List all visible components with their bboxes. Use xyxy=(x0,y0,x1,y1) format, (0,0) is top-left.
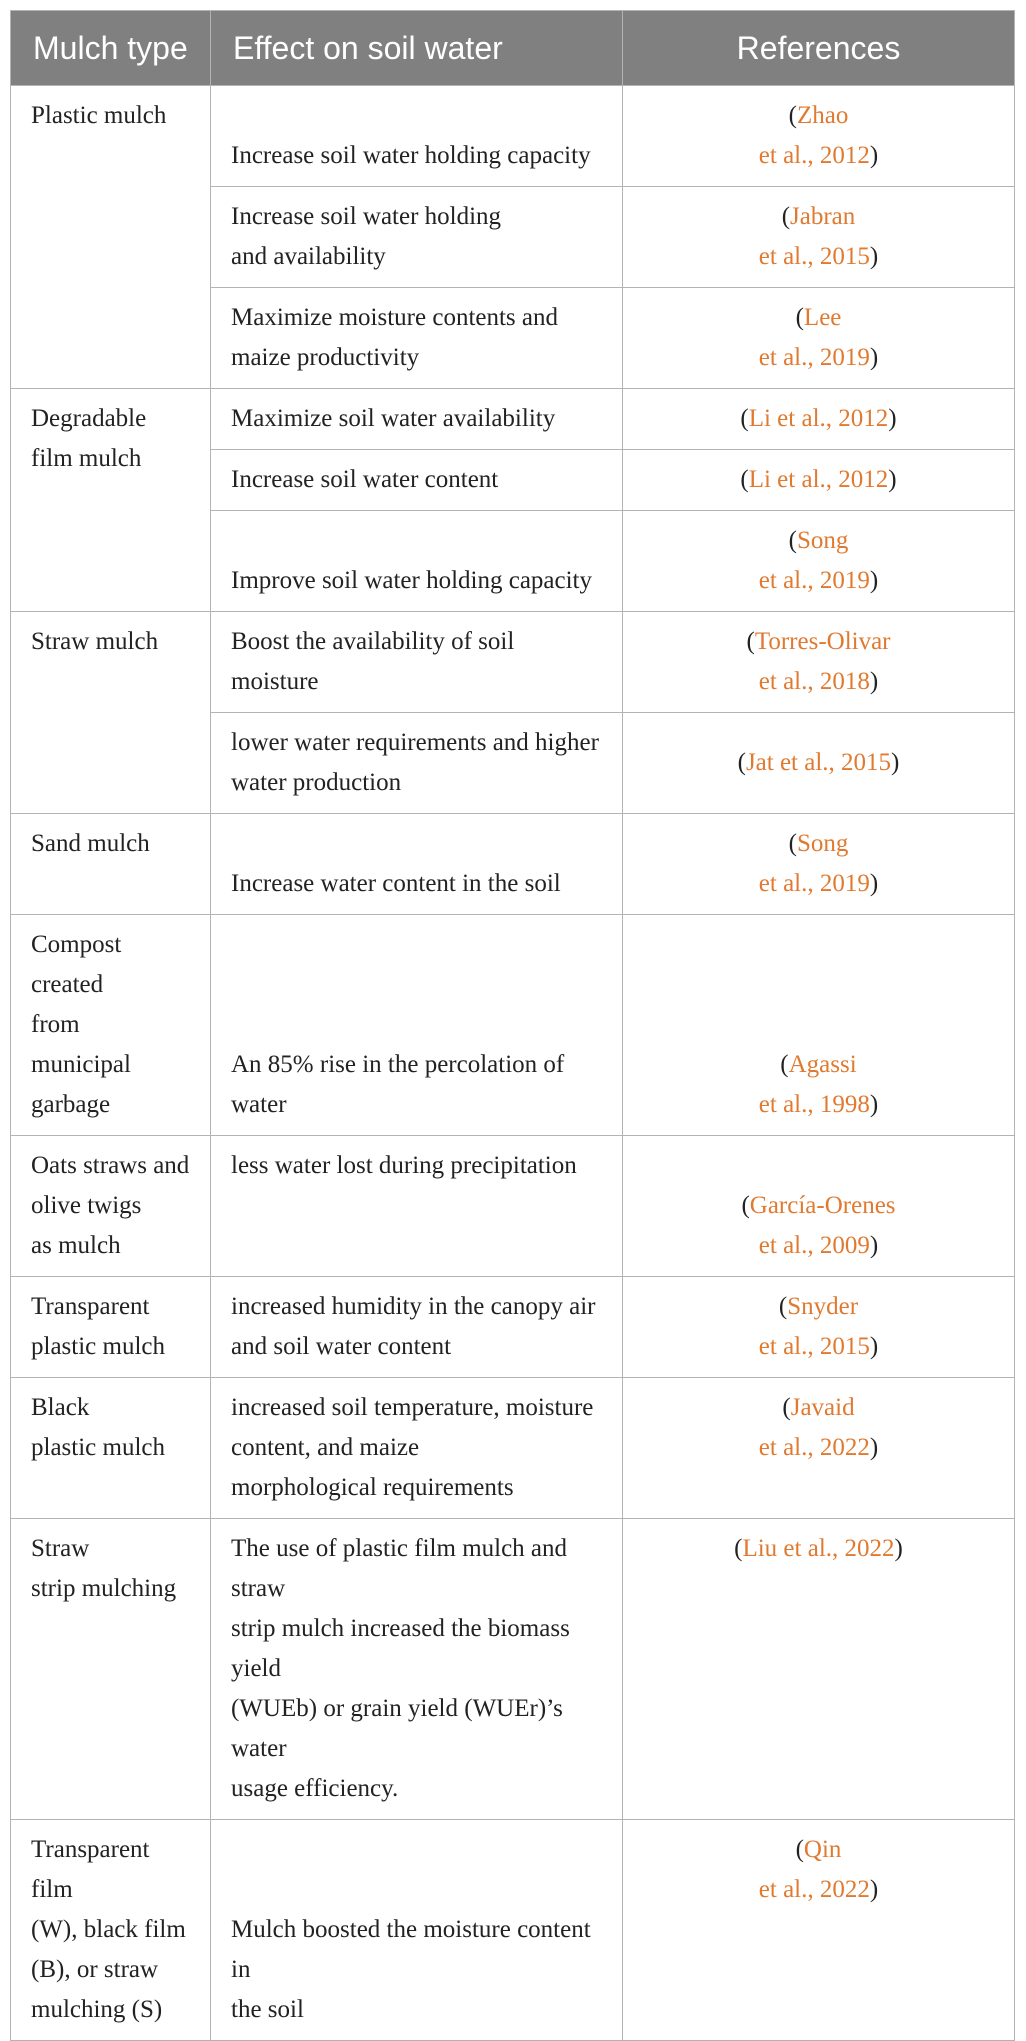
text-line: The use of plastic film mulch and straw xyxy=(231,1535,568,1602)
citation-link[interactable]: Zhao xyxy=(796,102,849,129)
reference-line xyxy=(629,1327,1008,1367)
text-line: increased humidity in the canopy air xyxy=(231,1293,596,1320)
reference-cell xyxy=(623,713,1015,814)
open-paren: ( xyxy=(740,466,749,493)
text-line: municipal xyxy=(31,1051,131,1078)
citation-link[interactable]: Snyder xyxy=(787,1293,859,1320)
text-line: (B), or straw xyxy=(31,1956,159,1983)
text-line: and soil water content xyxy=(231,1333,452,1360)
table-row xyxy=(11,1519,1015,1820)
open-paren: ( xyxy=(795,304,804,331)
open-paren: ( xyxy=(778,1293,788,1320)
mulch-type-cell xyxy=(11,1820,211,2041)
close-paren: ) xyxy=(888,466,897,493)
open-paren: ( xyxy=(780,1051,789,1078)
effect-cell xyxy=(211,187,623,288)
reference-line xyxy=(629,1085,1008,1125)
text-line: Mulch boosted the moisture content in xyxy=(231,1916,591,1983)
text-line: Increase soil water holding xyxy=(231,203,502,230)
header-row xyxy=(11,11,1015,86)
text-line: Plastic mulch xyxy=(31,102,167,129)
citation-link[interactable]: Liu et al., 2022 xyxy=(742,1535,895,1562)
citation-link[interactable]: Agassi xyxy=(788,1051,857,1078)
reference-cell xyxy=(623,1519,1015,1820)
reference-line xyxy=(629,521,1008,561)
reference-line xyxy=(629,136,1008,176)
text-line: film mulch xyxy=(31,445,142,472)
table-row xyxy=(11,814,1015,915)
effect-cell xyxy=(211,1378,623,1519)
reference-cell xyxy=(623,915,1015,1136)
close-paren: ) xyxy=(888,405,897,432)
citation-link[interactable]: et al., 2015 xyxy=(758,1333,870,1360)
open-paren: ( xyxy=(788,830,797,857)
effect-cell xyxy=(211,511,623,612)
citation-link[interactable]: Javaid xyxy=(790,1394,855,1421)
text-line: Increase soil water holding capacity xyxy=(231,142,591,169)
citation-link[interactable]: Li et al., 2012 xyxy=(748,466,889,493)
open-paren: ( xyxy=(788,527,797,554)
text-line: olive twigs xyxy=(31,1192,142,1219)
effect-cell xyxy=(211,713,623,814)
text-line: plastic mulch xyxy=(31,1434,165,1461)
reference-cell xyxy=(623,86,1015,187)
text-line: Compost created xyxy=(31,931,122,998)
citation-link[interactable]: et al., 2018 xyxy=(758,668,870,695)
mulch-type-cell xyxy=(11,814,211,915)
table-row xyxy=(11,1378,1015,1519)
reference-line xyxy=(629,662,1008,702)
text-line: the soil xyxy=(231,1996,304,2023)
reference-line xyxy=(629,743,1008,783)
citation-link[interactable]: García-Orenes xyxy=(749,1192,896,1219)
text-line: plastic mulch xyxy=(31,1333,165,1360)
citation-link[interactable]: Li et al., 2012 xyxy=(748,405,889,432)
reference-cell xyxy=(623,612,1015,713)
citation-link[interactable]: et al., 2019 xyxy=(758,567,870,594)
table-row xyxy=(11,1277,1015,1378)
citation-link[interactable]: et al., 2012 xyxy=(758,142,870,169)
text-line: Increase soil water content xyxy=(231,466,499,493)
text-line: Boost the availability of soil moisture xyxy=(231,628,515,695)
citation-link[interactable]: Lee xyxy=(803,304,842,331)
text-line: An 85% rise in the percolation of water xyxy=(231,1051,565,1118)
citation-link[interactable]: Jat et al., 2015 xyxy=(745,749,892,776)
reference-cell xyxy=(623,288,1015,389)
table-row xyxy=(11,612,1015,713)
open-paren: ( xyxy=(746,628,755,655)
close-paren: ) xyxy=(869,1091,879,1118)
mulch-type-cell xyxy=(11,86,211,389)
reference-cell xyxy=(623,187,1015,288)
reference-line xyxy=(629,1388,1008,1428)
effect-cell xyxy=(211,814,623,915)
reference-line xyxy=(629,1287,1008,1327)
text-line: Oats straws and xyxy=(31,1152,190,1179)
reference-cell xyxy=(623,450,1015,511)
text-line: Transparent xyxy=(31,1293,150,1320)
text-line: Degradable xyxy=(31,405,147,432)
open-paren: ( xyxy=(795,1836,804,1863)
close-paren: ) xyxy=(869,142,879,169)
text-line: content, and maize xyxy=(231,1434,420,1461)
citation-link[interactable]: Jabran xyxy=(790,203,856,230)
text-line: increased soil temperature, moisture xyxy=(231,1394,594,1421)
citation-link[interactable]: et al., 2009 xyxy=(758,1232,870,1259)
reference-line xyxy=(629,96,1008,136)
effect-cell xyxy=(211,288,623,389)
effect-cell xyxy=(211,1820,623,2041)
mulch-type-cell xyxy=(11,389,211,612)
text-line: Transparent film xyxy=(31,1836,150,1903)
effect-cell xyxy=(211,1136,623,1277)
close-paren: ) xyxy=(869,1434,879,1461)
table-row xyxy=(11,86,1015,187)
close-paren: ) xyxy=(869,1876,879,1903)
mulch-type-cell xyxy=(11,612,211,814)
reference-line xyxy=(629,1045,1008,1085)
close-paren: ) xyxy=(894,1535,903,1562)
reference-line xyxy=(629,1186,1008,1226)
reference-cell xyxy=(623,1378,1015,1519)
text-line: morphological requirements xyxy=(231,1474,514,1501)
citation-link[interactable]: et al., 2019 xyxy=(758,344,870,371)
mulch-type-cell xyxy=(11,1519,211,1820)
close-paren: ) xyxy=(869,567,879,594)
close-paren: ) xyxy=(869,243,879,270)
reference-line xyxy=(629,298,1008,338)
effect-cell xyxy=(211,915,623,1136)
reference-cell xyxy=(623,1277,1015,1378)
text-line: Maximize moisture contents and xyxy=(231,304,559,331)
citation-link[interactable]: Torres-Olivar xyxy=(754,628,891,655)
reference-cell xyxy=(623,389,1015,450)
close-paren: ) xyxy=(869,1333,879,1360)
text-line: (WUEb) or grain yield (WUEr)’s water xyxy=(231,1695,563,1762)
reference-line xyxy=(629,561,1008,601)
citation-link[interactable]: et al., 2019 xyxy=(758,870,870,897)
citation-link[interactable]: Qin xyxy=(803,1836,842,1863)
mulch-type-cell xyxy=(11,1136,211,1277)
effect-cell xyxy=(211,1277,623,1378)
mulch-type-cell xyxy=(11,1277,211,1378)
open-paren: ( xyxy=(737,749,746,776)
reference-line xyxy=(629,338,1008,378)
table-row xyxy=(11,1136,1015,1277)
text-line: Straw mulch xyxy=(31,628,159,655)
open-paren: ( xyxy=(788,102,797,129)
header-references: References xyxy=(623,11,1015,86)
text-line: strip mulching xyxy=(31,1575,177,1602)
text-line: lower water requirements and higher xyxy=(231,729,599,756)
text-line: Improve soil water holding capacity xyxy=(231,567,592,594)
reference-line xyxy=(629,864,1008,904)
reference-line xyxy=(629,1529,1008,1569)
close-paren: ) xyxy=(869,870,879,897)
reference-line xyxy=(629,460,1008,500)
reference-cell xyxy=(623,511,1015,612)
header-effect: Effect on soil water xyxy=(211,11,623,86)
close-paren: ) xyxy=(891,749,900,776)
reference-line xyxy=(629,824,1008,864)
text-line: garbage xyxy=(31,1091,111,1118)
citation-link[interactable]: et al., 2022 xyxy=(758,1434,870,1461)
citation-link[interactable]: Song xyxy=(796,830,849,857)
table-body xyxy=(11,86,1015,2041)
text-line: and availability xyxy=(231,243,386,270)
effect-cell xyxy=(211,612,623,713)
open-paren: ( xyxy=(781,203,791,230)
reference-cell xyxy=(623,1136,1015,1277)
text-line: strip mulch increased the biomass yield xyxy=(231,1615,570,1682)
close-paren: ) xyxy=(869,344,879,371)
open-paren: ( xyxy=(734,1535,743,1562)
open-paren: ( xyxy=(740,405,749,432)
effect-cell xyxy=(211,450,623,511)
close-paren: ) xyxy=(869,1232,879,1259)
mulch-effects-table xyxy=(10,10,1015,2041)
text-line: from xyxy=(31,1011,80,1038)
text-line: Increase water content in the soil xyxy=(231,870,561,897)
text-line: water production xyxy=(231,769,402,796)
effect-cell xyxy=(211,1519,623,1820)
text-line: usage efficiency. xyxy=(231,1775,399,1802)
open-paren: ( xyxy=(782,1394,791,1421)
close-paren: ) xyxy=(869,668,879,695)
citation-link[interactable]: Song xyxy=(796,527,849,554)
citation-link[interactable]: et al., 2022 xyxy=(758,1876,870,1903)
reference-line xyxy=(629,1226,1008,1266)
mulch-type-cell xyxy=(11,1378,211,1519)
reference-line xyxy=(629,399,1008,439)
reference-line xyxy=(629,1830,1008,1870)
text-line: mulching (S) xyxy=(31,1996,163,2023)
open-paren: ( xyxy=(741,1192,750,1219)
text-line: maize productivity xyxy=(231,344,420,371)
reference-line xyxy=(629,1428,1008,1468)
table-row xyxy=(11,915,1015,1136)
text-line: Straw xyxy=(31,1535,90,1562)
text-line: as mulch xyxy=(31,1232,121,1259)
table-row xyxy=(11,1820,1015,2041)
mulch-type-cell xyxy=(11,915,211,1136)
text-line: Maximize soil water availability xyxy=(231,405,556,432)
header-mulch-type: Mulch type xyxy=(11,11,211,86)
text-line: Black xyxy=(31,1394,90,1421)
reference-line xyxy=(629,237,1008,277)
reference-line xyxy=(629,197,1008,237)
effect-cell xyxy=(211,86,623,187)
reference-line xyxy=(629,622,1008,662)
reference-cell xyxy=(623,814,1015,915)
text-line: (W), black film xyxy=(31,1916,186,1943)
citation-link[interactable]: et al., 1998 xyxy=(758,1091,870,1118)
text-line: less water lost during precipitation xyxy=(231,1152,577,1179)
text-line: Sand mulch xyxy=(31,830,150,857)
effect-cell xyxy=(211,389,623,450)
table-row xyxy=(11,389,1015,450)
reference-line xyxy=(629,1870,1008,1910)
citation-link[interactable]: et al., 2015 xyxy=(758,243,870,270)
reference-cell xyxy=(623,1820,1015,2041)
